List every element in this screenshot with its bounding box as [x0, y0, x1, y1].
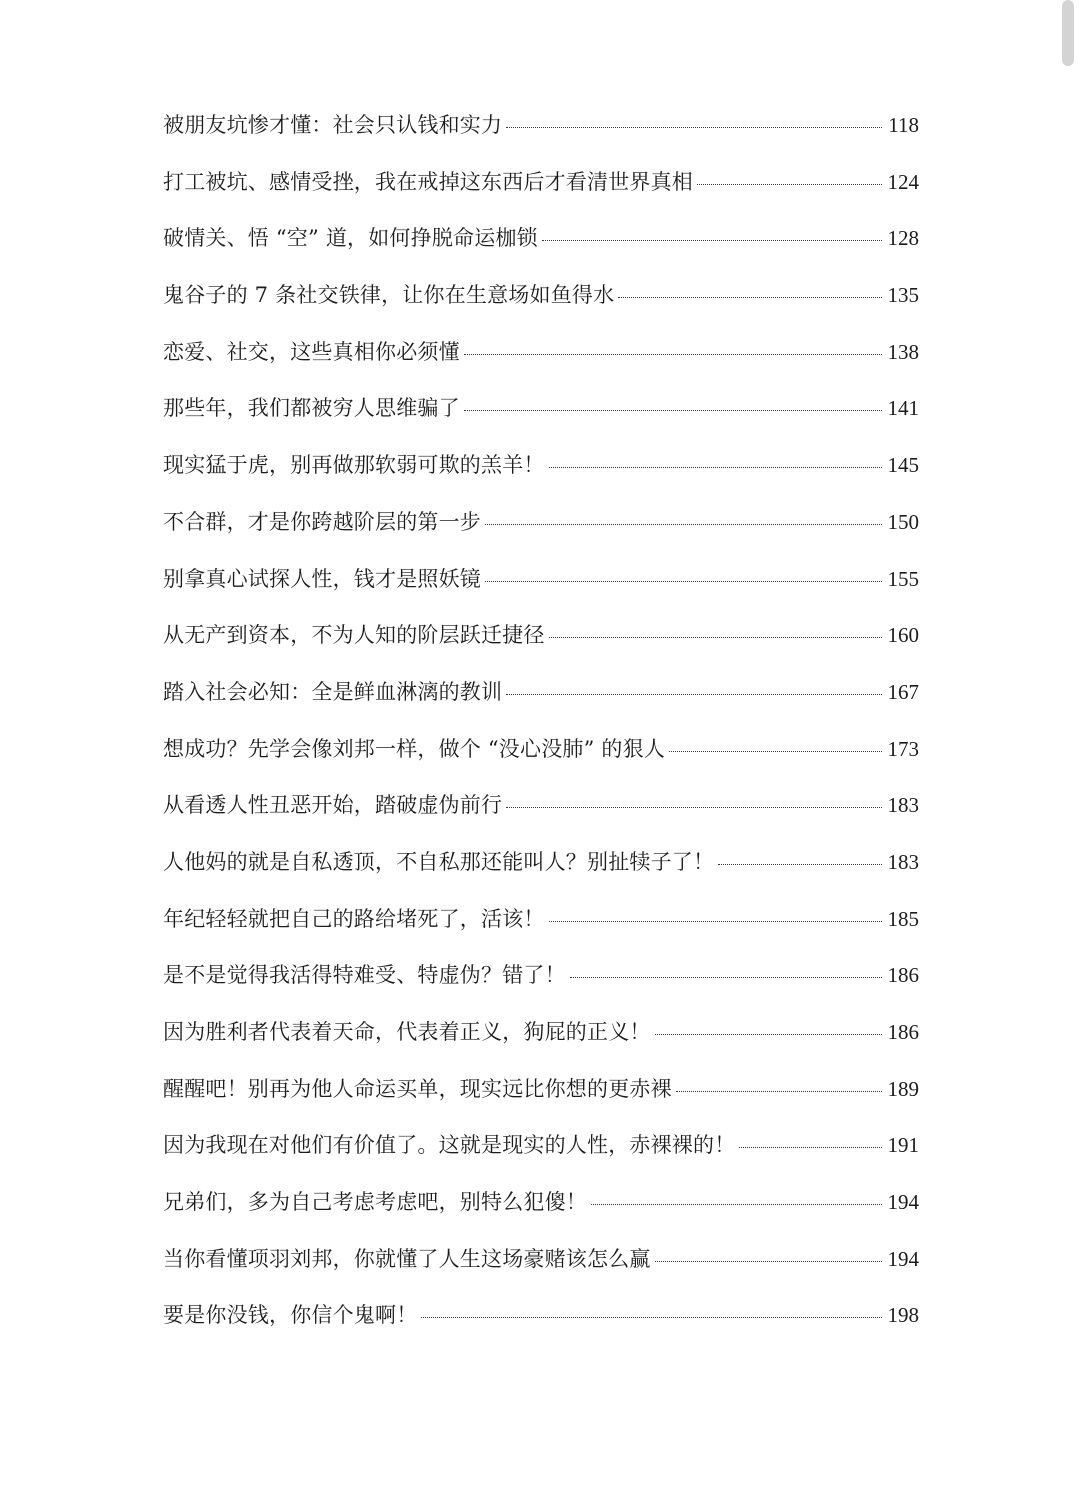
toc-entry-page: 191	[887, 1133, 919, 1158]
toc-entry-page: 186	[887, 963, 919, 988]
dot-leader	[549, 921, 882, 922]
dot-leader	[618, 297, 881, 298]
toc-entry-page: 185	[887, 906, 919, 931]
toc-entry[interactable]	[163, 1186, 919, 1243]
toc-entry-title: 因为我现在对他们有价值了。这就是现实的人性，赤裸裸的！	[163, 1133, 736, 1158]
toc-entry-page: 183	[887, 849, 919, 874]
toc-entry-page: 155	[887, 566, 919, 591]
toc-entry[interactable]	[163, 392, 919, 449]
toc-entry[interactable]	[163, 1299, 919, 1356]
toc-entry-title: 兄弟们，多为自己考虑考虑吧，别特么犯傻！	[163, 1190, 587, 1215]
toc-entry-page: 183	[887, 793, 919, 818]
toc-entry[interactable]	[163, 676, 919, 733]
toc-entry-page: 198	[887, 1303, 919, 1328]
dot-leader	[506, 127, 882, 128]
dot-leader	[697, 184, 882, 185]
dot-leader	[676, 1091, 882, 1092]
dot-leader	[570, 977, 882, 978]
dot-leader	[591, 1204, 882, 1205]
toc-entry-title: 要是你没钱，你信个鬼啊！	[163, 1303, 418, 1328]
dot-leader	[718, 864, 881, 865]
toc-entry[interactable]	[163, 1243, 919, 1300]
toc-entry-page: 145	[887, 453, 919, 478]
toc-entry-page: 135	[887, 283, 919, 308]
toc-entry[interactable]	[163, 449, 919, 506]
toc-entry-page: 160	[887, 623, 919, 648]
toc-entry-title: 不合群，才是你跨越阶层的第一步	[163, 509, 481, 534]
toc-entry-page: 186	[887, 1020, 919, 1044]
toc-entry[interactable]	[163, 109, 919, 166]
toc-entry-title: 想成功？先学会像刘邦一样，做个 “没心没肺” 的狠人	[163, 736, 666, 761]
toc-entry-title: 是不是觉得我活得特难受、特虚伪？错了！	[163, 963, 566, 988]
table-of-contents	[163, 109, 919, 1356]
dot-leader	[464, 410, 882, 411]
toc-entry[interactable]	[163, 222, 919, 279]
toc-entry[interactable]	[163, 733, 919, 790]
toc-entry-title: 那些年，我们都被穷人思维骗了	[163, 396, 460, 421]
toc-entry-page: 189	[887, 1076, 919, 1101]
dot-leader	[549, 467, 882, 468]
toc-entry-title: 从无产到资本，不为人知的阶层跃迁捷径	[163, 623, 545, 648]
toc-entry-page: 124	[887, 169, 919, 194]
toc-entry[interactable]	[163, 1129, 919, 1186]
toc-entry-page: 128	[887, 226, 919, 251]
vertical-scrollbar[interactable]	[1062, 0, 1074, 66]
toc-entry[interactable]	[163, 563, 919, 620]
toc-entry-title: 被朋友坑惨才懂：社会只认钱和实力	[163, 113, 503, 137]
toc-entry-title: 打工被坑、感情受挫，我在戒掉这东西后才看清世界真相	[163, 169, 693, 194]
toc-entry-title: 从看透人性丑恶开始，踏破虚伪前行	[163, 793, 503, 818]
toc-entry-page: 194	[887, 1190, 919, 1215]
toc-entry[interactable]	[163, 336, 919, 393]
toc-entry-title: 现实猛于虎，别再做那软弱可欺的羔羊！	[163, 453, 545, 478]
toc-entry[interactable]	[163, 959, 919, 1016]
toc-entry-title: 破情关、悟 “空” 道，如何挣脱命运枷锁	[163, 226, 538, 251]
toc-entry-title: 鬼谷子的 7 条社交铁律，让你在生意场如鱼得水	[163, 283, 615, 308]
toc-entry-title: 恋爱、社交，这些真相你必须懂	[163, 339, 460, 364]
toc-entry[interactable]	[163, 279, 919, 336]
toc-entry-title: 踏入社会必知：全是鲜血淋漓的教训	[163, 679, 503, 704]
toc-entry-page: 173	[887, 736, 919, 761]
toc-entry-page: 141	[887, 396, 919, 421]
toc-entry-title: 别拿真心试探人性，钱才是照妖镜	[163, 566, 481, 591]
toc-entry-page: 167	[887, 679, 919, 704]
dot-leader	[655, 1034, 882, 1035]
toc-entry-page: 138	[887, 339, 919, 364]
toc-entry[interactable]	[163, 789, 919, 846]
toc-entry-page: 150	[887, 509, 919, 534]
toc-entry-title: 醒醒吧！别再为他人命运买单，现实远比你想的更赤裸	[163, 1076, 672, 1101]
toc-entry[interactable]	[163, 1016, 919, 1073]
dot-leader	[739, 1147, 881, 1148]
toc-entry-title: 人他妈的就是自私透顶，不自私那还能叫人？别扯犊子了！	[163, 849, 715, 874]
toc-entry[interactable]	[163, 903, 919, 960]
toc-entry[interactable]	[163, 619, 919, 676]
dot-leader	[669, 751, 881, 752]
toc-entry-title: 因为胜利者代表着天命，代表着正义，狗屁的正义！	[163, 1020, 651, 1044]
dot-leader	[506, 694, 881, 695]
dot-leader	[485, 524, 882, 525]
toc-entry[interactable]	[163, 506, 919, 563]
toc-entry-title: 年纪轻轻就把自己的路给堵死了，活该！	[163, 906, 545, 931]
dot-leader	[549, 637, 882, 638]
dot-leader	[506, 807, 881, 808]
toc-entry[interactable]	[163, 1073, 919, 1130]
dot-leader	[464, 354, 882, 355]
dot-leader	[421, 1317, 881, 1318]
toc-entry[interactable]	[163, 846, 919, 903]
dot-leader	[485, 581, 882, 582]
dot-leader	[655, 1261, 882, 1262]
toc-entry[interactable]	[163, 166, 919, 223]
toc-entry-page: 194	[887, 1246, 919, 1271]
dot-leader	[542, 240, 882, 241]
toc-entry-page: 118	[888, 113, 919, 137]
toc-entry-title: 当你看懂项羽刘邦，你就懂了人生这场豪赌该怎么赢	[163, 1246, 651, 1271]
